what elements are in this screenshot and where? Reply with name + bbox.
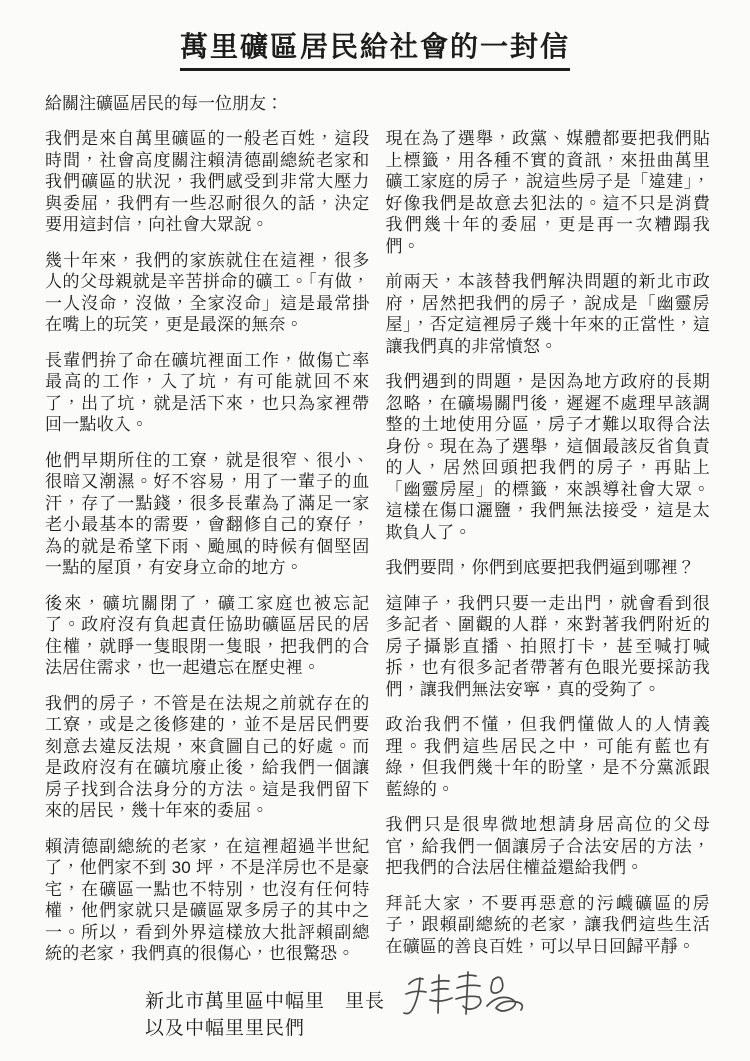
- signature-text: [145, 988, 385, 1042]
- paragraph: 我們是來自萬里礦區的一般老百姓，這段時間，社會高度關注賴清德副總統老家和我們礦區的狀況，我們感受到非常大壓力與委屈，我們有一些忍耐很久的話，決定要用這封信，向社會大眾說。: [45, 129, 370, 234]
- paragraph: 長輩們拚了命在礦坑裡面工作，做傷亡率最高的工作，入了坑，有可能就回不來了，出了坑，就是活下來，也只為家裡帶回一點收入。: [45, 350, 370, 434]
- paragraph: 我們的房子，不管是在法規之前就存在的工寮，或是之後修建的，並不是居民們要刻意去違反法規，來貪圖自己的好處。而是政府沒有在礦坑廢止後，給我們一個讓房子找到合法身分的方法。這是我們留下來的居民，幾十年來的委屈。: [45, 693, 370, 820]
- letter-body: [0, 114, 750, 965]
- paragraph: 我們只是很卑微地想請身居高位的父母官，給我們一個讓房子合法安居的方法，把我們的合法居住權益還給我們。: [385, 815, 710, 877]
- paragraph: 政治我們不懂，但我們懂做人的人情義理。我們這些居民之中，可能有藍也有綠，但我們幾十年的盼望，是不分黨派跟藍綠的。: [385, 715, 710, 799]
- left-column: [45, 128, 370, 965]
- handwritten-signature: [399, 968, 527, 1024]
- paragraph: 他們早期所住的工寮，就是很窄、很小、很暗又潮濕。好不容易，用了一輩子的血汗，存了一點錢，很多長輩為了滿足一家老小最基本的需要，會翻修自己的寮仔，為的就是希望下雨、颱風的時候有個堅固一點的屋頂，有安身立命的地方。: [45, 450, 370, 577]
- paragraph: 前兩天，本該替我們解決問題的新北市政府，居然把我們的房子，說成是「幽靈房屋」，否定這裡房子幾十年來的正當性，這讓我們真的非常憤怒。: [385, 272, 710, 356]
- signature-line-2: 以及中幅里里民們: [145, 1018, 306, 1039]
- paragraph: 後來，礦坑關閉了，礦工家庭也被忘記了。政府沒有負起責任協助礦區居民的居住權，就睜一隻眼閉一隻眼，把我們的合法居住需求，也一起遺忘在歷史裡。: [45, 593, 370, 677]
- signature-block: [145, 988, 527, 1042]
- right-column: [386, 128, 711, 957]
- paragraph: 我們要問，你們到底要把我們逼到哪裡？: [385, 558, 696, 577]
- page-title: [0, 0, 750, 71]
- salutation: 給關注礦區居民的每一位朋友：: [45, 94, 283, 113]
- paragraph: 拜託大家，不要再惡意的污衊礦區的房子，跟賴副總統的老家，讓我們這些生活在礦區的善良百姓，可以早日回歸平靜。: [385, 893, 710, 956]
- paragraph: 現在為了選舉，政黨、媒體都要把我們貼上標籤，用各種不實的資訊，來扭曲萬里礦工家庭的房子，說這些房子是「違建」，好像我們是故意去犯法的。這不只是消費我們幾十年的委屈，更是再一次糟蹋我們。: [385, 129, 710, 256]
- paragraph: 賴清德副總統的老家，在這裡超過半世紀了，他們家不到 30 坪，不是洋房也不是豪宅，在礦區一點也不特別，也沒有任何特權，他們家就只是礦區眾多房子的其中之一。所以，看到外界這樣放大批評賴副總統的老家，我們真的很傷心，也很驚恐。: [45, 836, 370, 963]
- signature-line-1: 新北市萬里區中幅里 里長: [145, 991, 386, 1012]
- page-title-text: 萬里礦區居民給社會的一封信: [180, 25, 570, 71]
- paragraph: 我們遇到的問題，是因為地方政府的長期忽略，在礦場關門後，遲遲不處理早該調整的土地使用分區，房子才難以取得合法身份。現在為了選舉，這個最該反省負責的人，居然回頭把我們的房子，再貼上「幽靈房屋」的標籤，來誤導社會大眾。這樣在傷口灑鹽，我們無法接受，這是太欺負人了。: [385, 372, 710, 542]
- paragraph: 幾十年來，我們的家族就住在這裡，很多人的父母親就是辛苦拼命的礦工。「有做，一人沒命，沒做，全家沒命」這是最常掛在嘴上的玩笑，更是最深的無奈。: [45, 250, 370, 334]
- paragraph: 這陣子，我們只要一走出門，就會看到很多記者、圍觀的人群，來對著我們附近的房子攝影直播、拍照打卡，甚至喊打喊拆，也有很多記者帶著有色眼光要採訪我們，讓我們無法安寧，真的受夠了。: [385, 593, 710, 699]
